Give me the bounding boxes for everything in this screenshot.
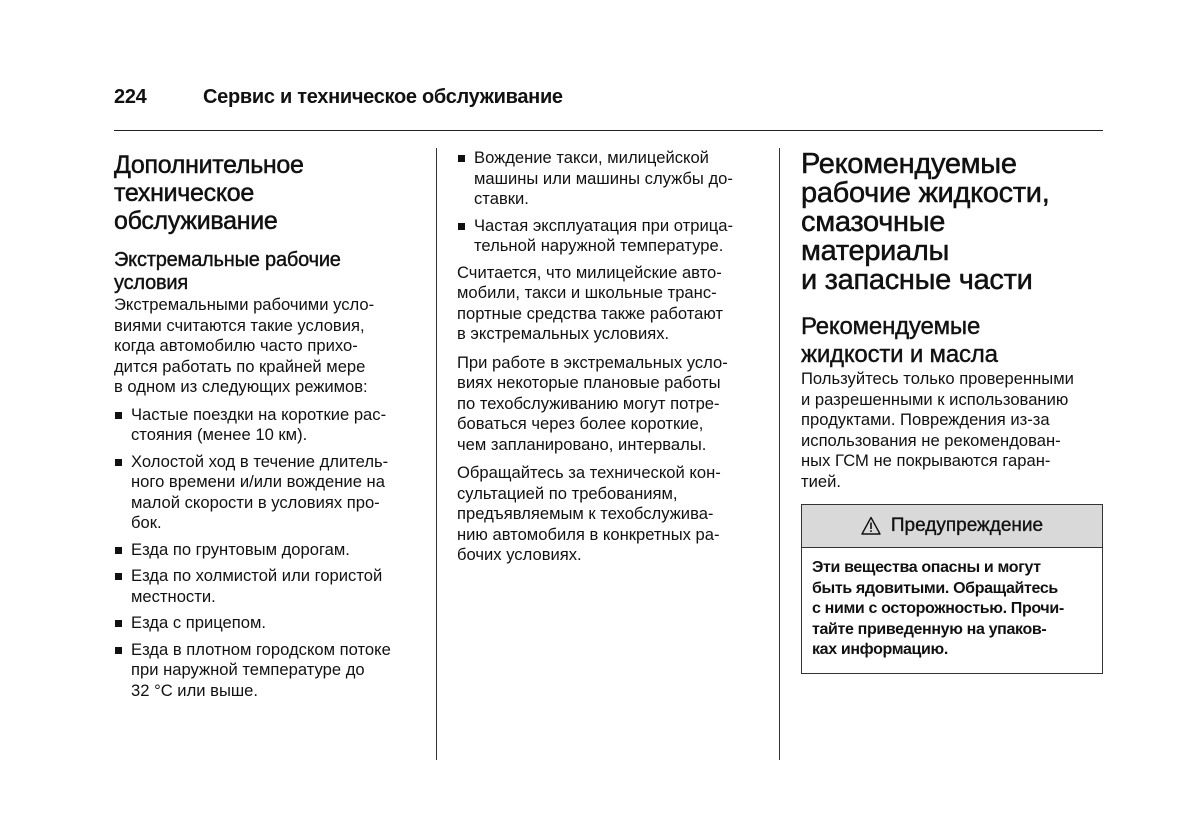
paragraph-shorter-intervals: При работе в экстремальных усло- виях некоторые плановые работы по техобслуживанию могут потре- боваться через более короткие, чем запланировано, интервалы. bbox=[457, 352, 728, 454]
warning-triangle-icon bbox=[861, 516, 881, 536]
column-divider-left bbox=[436, 148, 437, 760]
list-item bbox=[114, 540, 418, 561]
fluids-paragraph: Пользуйтесь только проверенными и разрешенными к использованию продуктами. Повреждения из-за использования не рекомендован- ных ГСМ не покрываются гаран- тией. bbox=[801, 369, 1074, 491]
column-divider-right bbox=[779, 148, 780, 760]
paragraph-consultation: Обращайтесь за технической кон- сультацией по требованиям, предъявляемым к техобслужива- нию автомобиля в конкретных ра- бочих условиях. bbox=[457, 463, 721, 564]
list-item bbox=[114, 405, 418, 446]
bullet-square-icon bbox=[458, 155, 465, 162]
bullet-square-icon bbox=[115, 412, 122, 419]
list-item bbox=[457, 148, 761, 210]
list-item bbox=[114, 640, 418, 702]
list-item-text: Холостой ход в течение длитель- ного времени и/или вождение на малой скорости в условиях про- бок. bbox=[131, 451, 389, 532]
list-item bbox=[114, 613, 418, 634]
list-item bbox=[114, 452, 418, 534]
warning-title: Предупреждение bbox=[890, 515, 1044, 536]
list-item bbox=[457, 216, 761, 257]
paragraph-police-taxi: Считается, что милицейские авто- мобили, такси и школьные транс- портные средства также работают в экстремальных условиях. bbox=[457, 262, 724, 343]
warning-header bbox=[802, 505, 1102, 548]
extreme-conditions-list-continued bbox=[457, 148, 761, 257]
list-item-text: Езда по грунтовым дорогам. bbox=[131, 539, 350, 559]
header-divider bbox=[114, 130, 1103, 131]
warning-box bbox=[801, 504, 1103, 674]
list-item-text: Езда с прицепом. bbox=[131, 613, 267, 632]
bullet-square-icon bbox=[115, 647, 122, 654]
list-item-text: Езда в плотном городском потоке при наружной температуре до 32 °С или выше. bbox=[131, 639, 391, 700]
section-heading-recommended-fluids: Рекомендуемые рабочие жидкости, смазочные материалы и запасные части bbox=[801, 148, 1050, 296]
subheading-fluids-oils: Рекомендуемые жидкости и масла bbox=[801, 313, 998, 368]
list-item-text: Частая эксплуатация при отрица- тельной наружной температуре. bbox=[474, 215, 734, 255]
bullet-square-icon bbox=[115, 459, 122, 466]
list-item-text: Вождение такси, милицейской машины или машины службы до- ставки. bbox=[474, 148, 733, 208]
intro-paragraph: Экстремальными рабочими усло- виями считаются такие условия, когда автомобилю часто прихо- дится работать по крайней мере в одном из следующих режимов: bbox=[114, 295, 375, 396]
bullet-square-icon bbox=[115, 620, 122, 627]
subheading-extreme-conditions: Экстремальные рабочие условия bbox=[114, 249, 341, 294]
bullet-square-icon bbox=[115, 547, 122, 554]
running-header-title: Сервис и техническое обслуживание bbox=[203, 86, 563, 108]
warning-text: Эти вещества опасны и могут быть ядовитыми. Обращайтесь с ними с осторожностью. Прочи- тайте приведенную на упаков- ках информацию. bbox=[812, 559, 1064, 658]
bullet-square-icon bbox=[115, 573, 122, 580]
list-item-text: Езда по холмистой или гористой местности. bbox=[131, 566, 383, 606]
paragraph-group bbox=[457, 263, 761, 566]
extreme-conditions-list bbox=[114, 405, 418, 702]
page-number: 224 bbox=[114, 86, 147, 108]
column-right bbox=[801, 148, 1103, 674]
section-heading-additional-maintenance: Дополнительное техническое обслуживание bbox=[114, 151, 304, 235]
column-left bbox=[114, 148, 418, 707]
list-item bbox=[114, 566, 418, 607]
bullet-square-icon bbox=[458, 223, 465, 230]
column-middle bbox=[457, 148, 761, 566]
list-item-text: Частые поездки на короткие рас- стояния (менее 10 км). bbox=[131, 404, 387, 444]
